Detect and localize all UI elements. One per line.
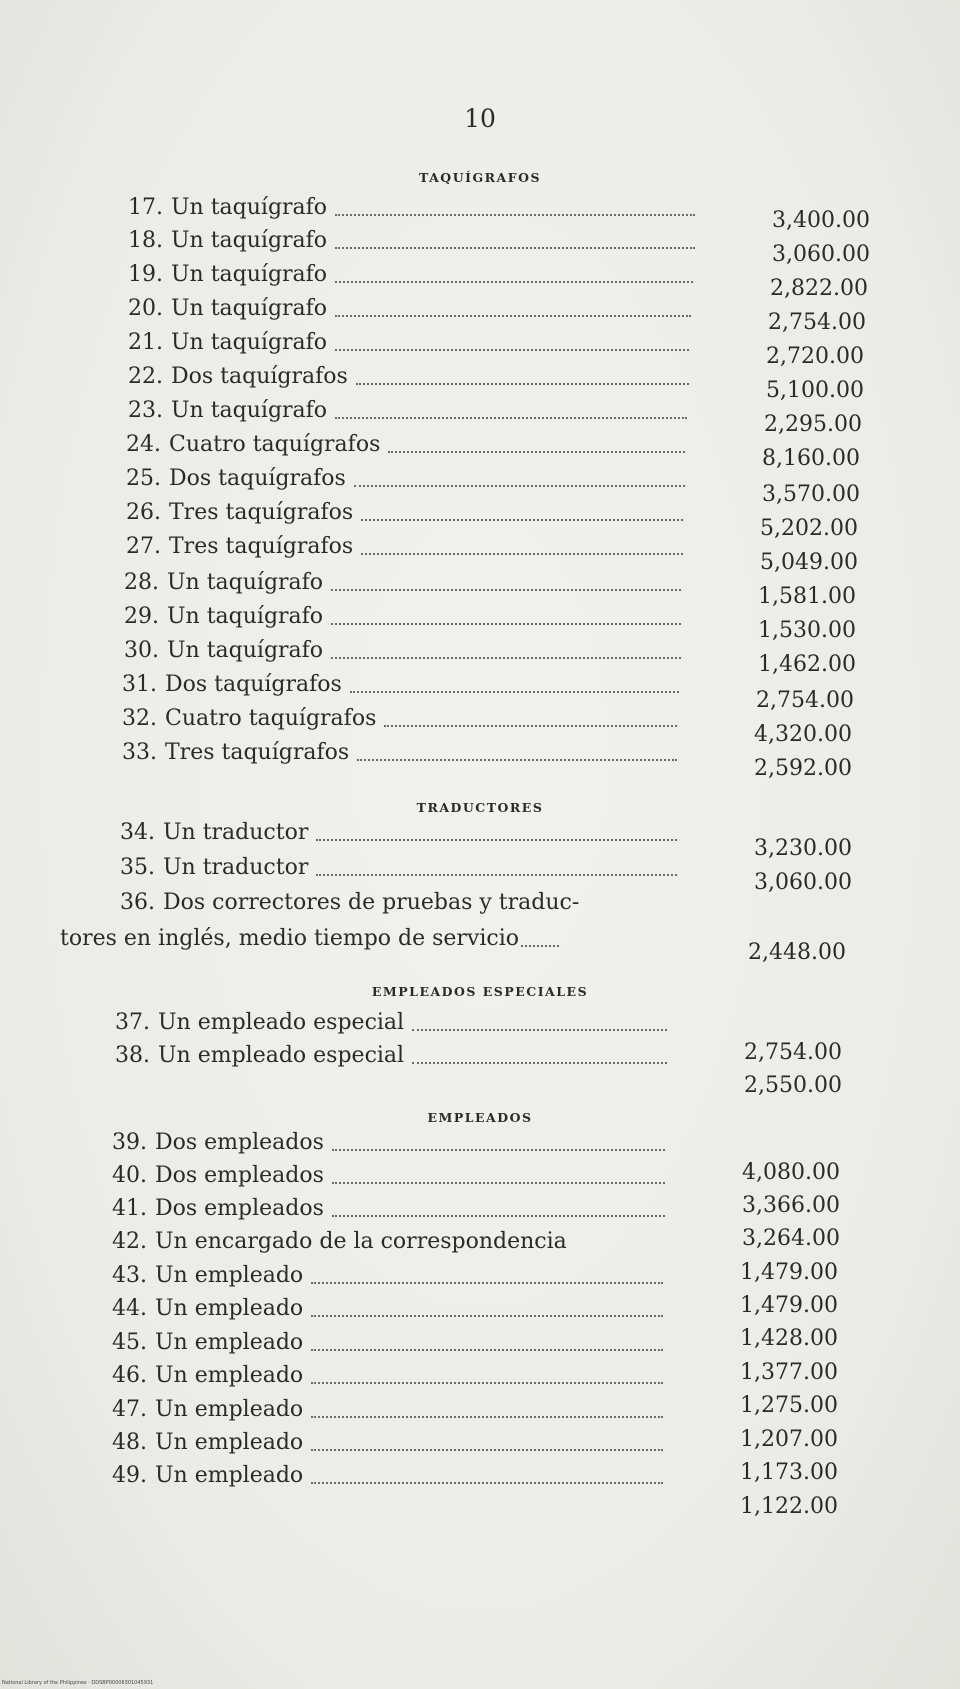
budget-entry xyxy=(112,1196,665,1222)
budget-entry xyxy=(120,820,677,846)
entry-number: 44. xyxy=(112,1296,147,1321)
dot-leader xyxy=(332,1182,665,1184)
budget-entry xyxy=(112,1296,663,1322)
dot-leader xyxy=(331,623,681,625)
dot-leader xyxy=(335,349,689,351)
budget-entry xyxy=(124,604,681,630)
dot-leader xyxy=(335,315,691,317)
dot-leader xyxy=(335,247,695,249)
dot-leader xyxy=(331,657,681,659)
entry-number: 17. xyxy=(128,195,163,220)
entry-line-2 xyxy=(60,926,559,952)
entry-number: 27. xyxy=(126,534,161,559)
section-title-empleados: EMPLEADOS xyxy=(427,1110,533,1125)
dot-leader xyxy=(361,553,683,555)
entry-number: 19. xyxy=(128,262,163,287)
entry-number: 47. xyxy=(112,1397,147,1422)
budget-entry xyxy=(126,432,685,458)
budget-entry xyxy=(115,1010,667,1036)
entry-amount: 2,754.00 xyxy=(744,1040,842,1065)
entry-number: 48. xyxy=(112,1430,147,1455)
entry-amount: 3,400.00 xyxy=(772,208,870,233)
budget-entry xyxy=(115,1043,667,1069)
entry-amount: 4,320.00 xyxy=(754,722,852,747)
dot-leader xyxy=(361,519,683,521)
entry-number: 28. xyxy=(124,570,159,595)
entry-description: Cuatro taquígrafos xyxy=(165,706,377,731)
entry-number: 36. xyxy=(120,890,155,915)
dot-leader xyxy=(311,1282,663,1284)
dot-leader xyxy=(356,383,689,385)
dot-leader xyxy=(311,1349,663,1351)
entry-amount: 2,448.00 xyxy=(748,940,846,965)
entry-description: Un empleado xyxy=(155,1263,304,1288)
entry-number: 41. xyxy=(112,1196,147,1221)
dot-leader xyxy=(311,1382,663,1384)
entry-number: 21. xyxy=(128,330,163,355)
budget-entry xyxy=(112,1363,663,1389)
entry-description: Un empleado especial xyxy=(158,1043,405,1068)
budget-entry xyxy=(128,228,695,254)
budget-entry xyxy=(112,1163,665,1189)
entry-description: Dos taquígrafos xyxy=(169,466,346,491)
entry-description: Un empleado especial xyxy=(158,1010,405,1035)
entry-amount: 1,173.00 xyxy=(740,1460,838,1485)
entry-number: 45. xyxy=(112,1330,147,1355)
dot-leader xyxy=(335,214,695,216)
entry-amount: 5,100.00 xyxy=(766,378,864,403)
dot-leader xyxy=(311,1416,663,1418)
budget-entry xyxy=(112,1463,663,1489)
entry-amount: 1,122.00 xyxy=(740,1494,838,1519)
entry-description: Un empleado xyxy=(155,1463,304,1488)
entry-description: Un taquígrafo xyxy=(171,262,328,287)
entry-amount: 3,570.00 xyxy=(762,482,860,507)
entry-number: 35. xyxy=(120,855,155,880)
budget-entry xyxy=(112,1263,663,1289)
section-title-traductores: TRADUCTORES xyxy=(416,800,544,815)
entry-amount: 3,230.00 xyxy=(754,836,852,861)
entry-number: 25. xyxy=(126,466,161,491)
dot-leader xyxy=(384,725,677,727)
entry-description: Un empleado xyxy=(155,1430,304,1455)
dot-leader xyxy=(311,1482,663,1484)
entry-description: Un taquígrafo xyxy=(167,604,324,629)
dot-leader xyxy=(412,1029,667,1031)
entry-amount: 1,479.00 xyxy=(740,1260,838,1285)
budget-entry xyxy=(126,466,685,492)
entry-amount: 5,049.00 xyxy=(760,550,858,575)
entry-amount: 2,822.00 xyxy=(770,276,868,301)
entry-description: Un empleado xyxy=(155,1330,304,1355)
entry-number: 46. xyxy=(112,1363,147,1388)
entry-number: 22. xyxy=(128,364,163,389)
budget-entry xyxy=(112,1130,665,1156)
entry-amount: 3,366.00 xyxy=(742,1193,840,1218)
budget-entry xyxy=(126,500,683,526)
entry-number: 24. xyxy=(126,432,161,457)
entry-description: Dos empleados xyxy=(155,1196,324,1221)
entry-number: 20. xyxy=(128,296,163,321)
entry-number: 26. xyxy=(126,500,161,525)
dot-leader xyxy=(311,1315,663,1317)
entry-number: 49. xyxy=(112,1463,147,1488)
entry-description: Un empleado xyxy=(155,1296,304,1321)
entry-description: Un traductor xyxy=(163,855,309,880)
entry-description: Un empleado xyxy=(155,1397,304,1422)
entry-amount: 2,754.00 xyxy=(768,310,866,335)
budget-entry xyxy=(112,1229,567,1255)
dot-leader xyxy=(388,451,685,453)
entry-description: Un taquígrafo xyxy=(171,195,328,220)
budget-entry xyxy=(128,398,687,424)
entry-description: Un taquígrafo xyxy=(171,330,328,355)
entry-amount: 3,060.00 xyxy=(772,242,870,267)
entry-description: Tres taquígrafos xyxy=(169,500,354,525)
entry-amount: 1,530.00 xyxy=(758,618,856,643)
budget-entry xyxy=(112,1397,663,1423)
entry-number: 29. xyxy=(124,604,159,629)
entry-amount: 1,275.00 xyxy=(740,1393,838,1418)
dot-leader xyxy=(316,874,677,876)
entry-number: 38. xyxy=(115,1043,150,1068)
dot-leader xyxy=(412,1062,667,1064)
entry-amount: 1,428.00 xyxy=(740,1326,838,1351)
entry-description-continued: tores en inglés, medio tiempo de servicio xyxy=(60,926,520,951)
budget-entry xyxy=(122,706,677,732)
entry-description: Un traductor xyxy=(163,820,309,845)
section-title-taquigrafos: TAQUÍGRAFOS xyxy=(418,170,541,185)
entry-amount: 4,080.00 xyxy=(742,1160,840,1185)
budget-entry xyxy=(112,1430,663,1456)
footer-note: National Library of the Philippines · DDSBP00006301045931 xyxy=(2,1680,154,1686)
dot-leader xyxy=(311,1449,663,1451)
dot-leader xyxy=(332,1149,665,1151)
entry-number: 18. xyxy=(128,228,163,253)
entry-amount: 2,754.00 xyxy=(756,688,854,713)
dot-leader xyxy=(521,945,559,947)
entry-description: Un taquígrafo xyxy=(167,570,324,595)
entry-amount: 1,581.00 xyxy=(758,584,856,609)
dot-leader xyxy=(350,691,679,693)
entry-description: Dos empleados xyxy=(155,1163,324,1188)
entry-description: Un taquígrafo xyxy=(171,296,328,321)
entry-description: Tres taquígrafos xyxy=(165,740,350,765)
dot-leader xyxy=(332,1215,665,1217)
entry-amount: 8,160.00 xyxy=(762,446,860,471)
budget-entry xyxy=(126,534,683,560)
entry-description: Un taquígrafo xyxy=(171,228,328,253)
entry-amount: 2,592.00 xyxy=(754,756,852,781)
entry-number: 37. xyxy=(115,1010,150,1035)
dot-leader xyxy=(331,589,681,591)
dot-leader xyxy=(357,759,677,761)
entry-number: 40. xyxy=(112,1163,147,1188)
budget-entry xyxy=(128,330,689,356)
entry-description: Cuatro taquígrafos xyxy=(169,432,381,457)
budget-entry xyxy=(122,740,677,766)
entry-number: 31. xyxy=(122,672,157,697)
entry-amount: 5,202.00 xyxy=(760,516,858,541)
entry-number: 34. xyxy=(120,820,155,845)
entry-amount: 1,479.00 xyxy=(740,1293,838,1318)
page-number: 10 xyxy=(464,104,496,133)
budget-entry xyxy=(128,296,691,322)
entry-description: Tres taquígrafos xyxy=(169,534,354,559)
dot-leader xyxy=(354,485,685,487)
entry-description: Un encargado de la correspondencia xyxy=(155,1229,567,1254)
entry-number: 32. xyxy=(122,706,157,731)
entry-description: Dos correctores de pruebas y traduc- xyxy=(163,890,580,915)
entry-number: 33. xyxy=(122,740,157,765)
entry-amount: 3,264.00 xyxy=(742,1226,840,1251)
entry-number: 30. xyxy=(124,638,159,663)
entry-description: Un taquígrafo xyxy=(171,398,328,423)
entry-description: Dos taquígrafos xyxy=(171,364,348,389)
entry-amount: 1,207.00 xyxy=(740,1427,838,1452)
dot-leader xyxy=(335,281,693,283)
entry-amount: 2,550.00 xyxy=(744,1073,842,1098)
budget-entry xyxy=(124,638,681,664)
budget-entry xyxy=(112,1330,663,1356)
budget-entry xyxy=(122,672,679,698)
entry-amount: 1,377.00 xyxy=(740,1360,838,1385)
entry-number: 23. xyxy=(128,398,163,423)
entry-number: 43. xyxy=(112,1263,147,1288)
entry-amount: 2,720.00 xyxy=(766,344,864,369)
dot-leader xyxy=(335,417,687,419)
budget-entry xyxy=(128,262,693,288)
entry-description: Un taquígrafo xyxy=(167,638,324,663)
entry-description: Un empleado xyxy=(155,1363,304,1388)
budget-entry xyxy=(120,855,677,881)
dot-leader xyxy=(316,839,677,841)
entry-number: 42. xyxy=(112,1229,147,1254)
entry-amount: 3,060.00 xyxy=(754,870,852,895)
entry-amount: 2,295.00 xyxy=(764,412,862,437)
entry-description: Dos taquígrafos xyxy=(165,672,342,697)
section-title-empleados-especiales: EMPLEADOS ESPECIALES xyxy=(371,984,589,999)
budget-entry xyxy=(128,195,695,221)
budget-entry xyxy=(124,570,681,596)
entry-amount: 1,462.00 xyxy=(758,652,856,677)
entry-description: Dos empleados xyxy=(155,1130,324,1155)
entry-line-1 xyxy=(120,890,579,916)
entry-number: 39. xyxy=(112,1130,147,1155)
budget-entry xyxy=(128,364,689,390)
